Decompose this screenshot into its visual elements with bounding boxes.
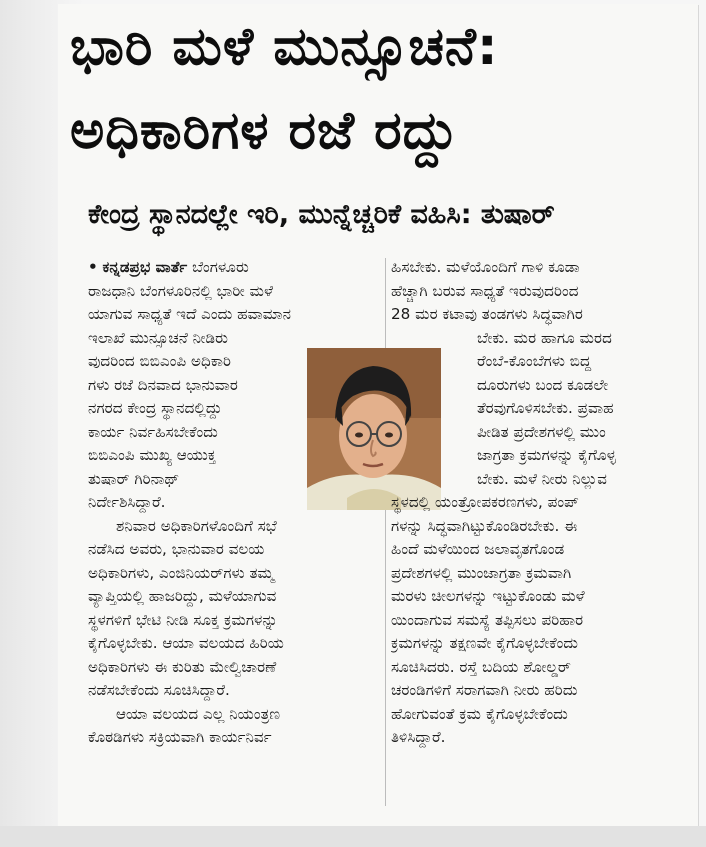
body-line: ನಗರದ ಕೇಂದ್ರ ಸ್ಥಾನದಲ್ಲಿದ್ದು [88,399,222,417]
body-line: ಪೀಡಿತ ಪ್ರದೇಶಗಳಲ್ಲಿ ಮುಂ [477,422,606,441]
body-line: ಬೇಕು. ಮಳೆ ನೀರು ನಿಲ್ಲುವ [477,469,607,488]
body-line: ಅಧಿಕಾರಿಗಳು ಈ ಕುರಿತು ಮೇಲ್ವಿಚಾರಣೆ [88,657,277,676]
body-line: ಬೇಕು. ಮರ ಹಾಗೂ ಮರದ [477,328,612,347]
body-line: ನಡೆಸಬೇಕೆಂದು ಸೂಚಿಸಿದ್ದಾರೆ. [88,681,230,699]
bottom-background-strip [0,826,706,847]
column-divider [385,258,386,806]
body-line: ಕೊಠಡಿಗಳು ಸಕ್ರಿಯವಾಗಿ ಕಾರ್ಯನಿರ್ವ [88,728,272,746]
body-line: ವ್ಯಾಪ್ತಿಯಲ್ಲಿ ಹಾಜರಿದ್ದು, ಮಳೆಯಾಗುವ [88,587,277,605]
body-line: ಗಳು ರಜೆ ದಿನವಾದ ಭಾನುವಾರ [88,375,238,394]
body-line: ಇಲಾಖೆ ಮುನ್ಸೂಚನೆ ನೀಡಿರು [88,328,228,347]
headline-line-2: ಅಧಿಕಾರಿಗಳ ರಜೆ ರದ್ದು [70,101,459,161]
body-line: ತೆರವುಗೊಳಿಸಬೇಕು. ಪ್ರವಾಹ [477,399,614,417]
body-line: ಆಯಾ ವಲಯದ ಎಲ್ಲ ನಿಯಂತ್ರಣ [116,704,281,723]
body-line: ಸ್ಥಳಗಳಿಗೆ ಭೇಟಿ ನೀಡಿ ಸೂಕ್ತ ಕ್ರಮಗಳನ್ನು [88,610,278,629]
body-line: ಬಿಬಿಎಂಪಿ ಮುಖ್ಯ ಆಯುಕ್ತ [88,446,216,464]
body-line: ಸೂಚಿಸಿದರು. ರಸ್ತೆ ಬದಿಯ ಶೋಲ್ಡರ್ [391,657,571,676]
body-line: ರಾಜಧಾನಿ ಬೆಂಗಳೂರಿನಲ್ಲಿ ಭಾರೀ ಮಳೆ [88,281,273,300]
body-line: ಅಧಿಕಾರಿಗಳು, ಎಂಜಿನಿಯರ್‌ಗಳು ತಮ್ಮ [88,563,275,582]
news-source: ಕನ್ನಡಪ್ರಭ ವಾರ್ತೆ [102,258,188,276]
dateline [88,256,384,280]
body-line: ಗಳನ್ನು ಸಿದ್ಧವಾಗಿಟ್ಟುಕೊಂಡಿರಬೇಕು. ಈ [391,516,578,535]
article-column-2 [391,256,661,750]
body-line: ರೆಂಬೆ-ಕೊಂಬೆಗಳು ಬಿದ್ದ [477,352,592,370]
body-line: ಶನಿವಾರ ಅಧಿಕಾರಿಗಳೊಂದಿಗೆ ಸಭೆ [116,516,277,535]
body-line: ನಿರ್ದೇಶಿಸಿದ್ದಾರೆ. [88,493,166,511]
body-line: ಕ್ರಮಗಳನ್ನು ತಕ್ಷಣವೇ ಕೈಗೊಳ್ಳಬೇಕೆಂದು [391,634,579,652]
subheadline: ಕೇಂದ್ರ ಸ್ಥಾನದಲ್ಲೇ ಇರಿ, ಮುನ್ನೆಚ್ಚರಿಕೆ ವಹಿಸಿ: ತುಷಾರ್ [88,199,555,230]
body-line: ಕೈಗೊಳ್ಳಬೇಕು. ಆಯಾ ವಲಯದ ಹಿರಿಯ [88,634,285,652]
body-line: ಹಿಸಬೇಕು. ಮಳೆಯೊಂದಿಗೆ ಗಾಳಿ ಕೂಡಾ [391,258,580,276]
body-line: ಯಿಂದಾಗುವ ಸಮಸ್ಯೆ ತಪ್ಪಿಸಲು ಪರಿಹಾರ [391,610,584,629]
body-line: ಕಾರ್ಯ ನಿರ್ವಹಿಸಬೇಕೆಂದು [88,422,218,441]
body-line: ಹೆಚ್ಚಾಗಿ ಬರುವ ಸಾಧ್ಯತೆ ಇರುವುದರಿಂದ [391,281,579,300]
body-line: ದೂರುಗಳು ಬಂದ ಕೂಡಲೇ [477,375,609,394]
dateline-place: ಬೆಂಗಳೂರು [192,258,249,276]
body-line: ಚರಂಡಿಗಳಿಗೆ ಸರಾಗವಾಗಿ ನೀರು ಹರಿದು [391,681,578,699]
body-line: 28 ಮರ ಕಟಾವು ತಂಡಗಳು ಸಿದ್ಧವಾಗಿರ [391,305,583,323]
body-line: ತಿಳಿಸಿದ್ದಾರೆ. [391,728,446,746]
body-line: ಹಿಂದೆ ಮಳೆಯಿಂದ ಜಲಾವೃತಗೊಂಡ [391,540,565,558]
body-line: ತುಷಾರ್ ಗಿರಿನಾಥ್ [88,469,180,488]
body-line: ಯಾಗುವ ಸಾಧ್ಯತೆ ಇದೆ ಎಂದು ಹವಾಮಾನ [88,305,292,323]
body-line: ಜಾಗ್ರತಾ ಕ್ರಮಗಳನ್ನು ಕೈಗೊಳ್ಳ [477,446,616,464]
body-line: ಹೋಗುವಂತೆ ಕ್ರಮ ಕೈಗೊಳ್ಳಬೇಕೆಂದು [391,704,568,723]
body-line: ಮರಳು ಚೀಲಗಳನ್ನು ಇಟ್ಟುಕೊಂಡು ಮಳೆ [391,587,585,605]
body-line: ಸ್ಥಳದಲ್ಲಿ ಯಂತ್ರೋಪಕರಣಗಳು, ಪಂಪ್ [391,493,579,511]
body-line: ವುದರಿಂದ ಬಿಬಿಎಂಪಿ ಅಧಿಕಾರಿ [88,352,232,370]
body-line: ಪ್ರದೇಶಗಳಲ್ಲಿ ಮುಂಜಾಗ್ರತಾ ಕ್ರಮವಾಗಿ [391,563,572,582]
body-line: ನಡೆಸಿದ ಅವರು, ಭಾನುವಾರ ವಲಯ [88,540,265,558]
headline-line-1: ಭಾರಿ ಮಳೆ ಮುನ್ಸೂಚನೆ: [70,17,499,77]
bullet-icon: • [88,258,98,276]
